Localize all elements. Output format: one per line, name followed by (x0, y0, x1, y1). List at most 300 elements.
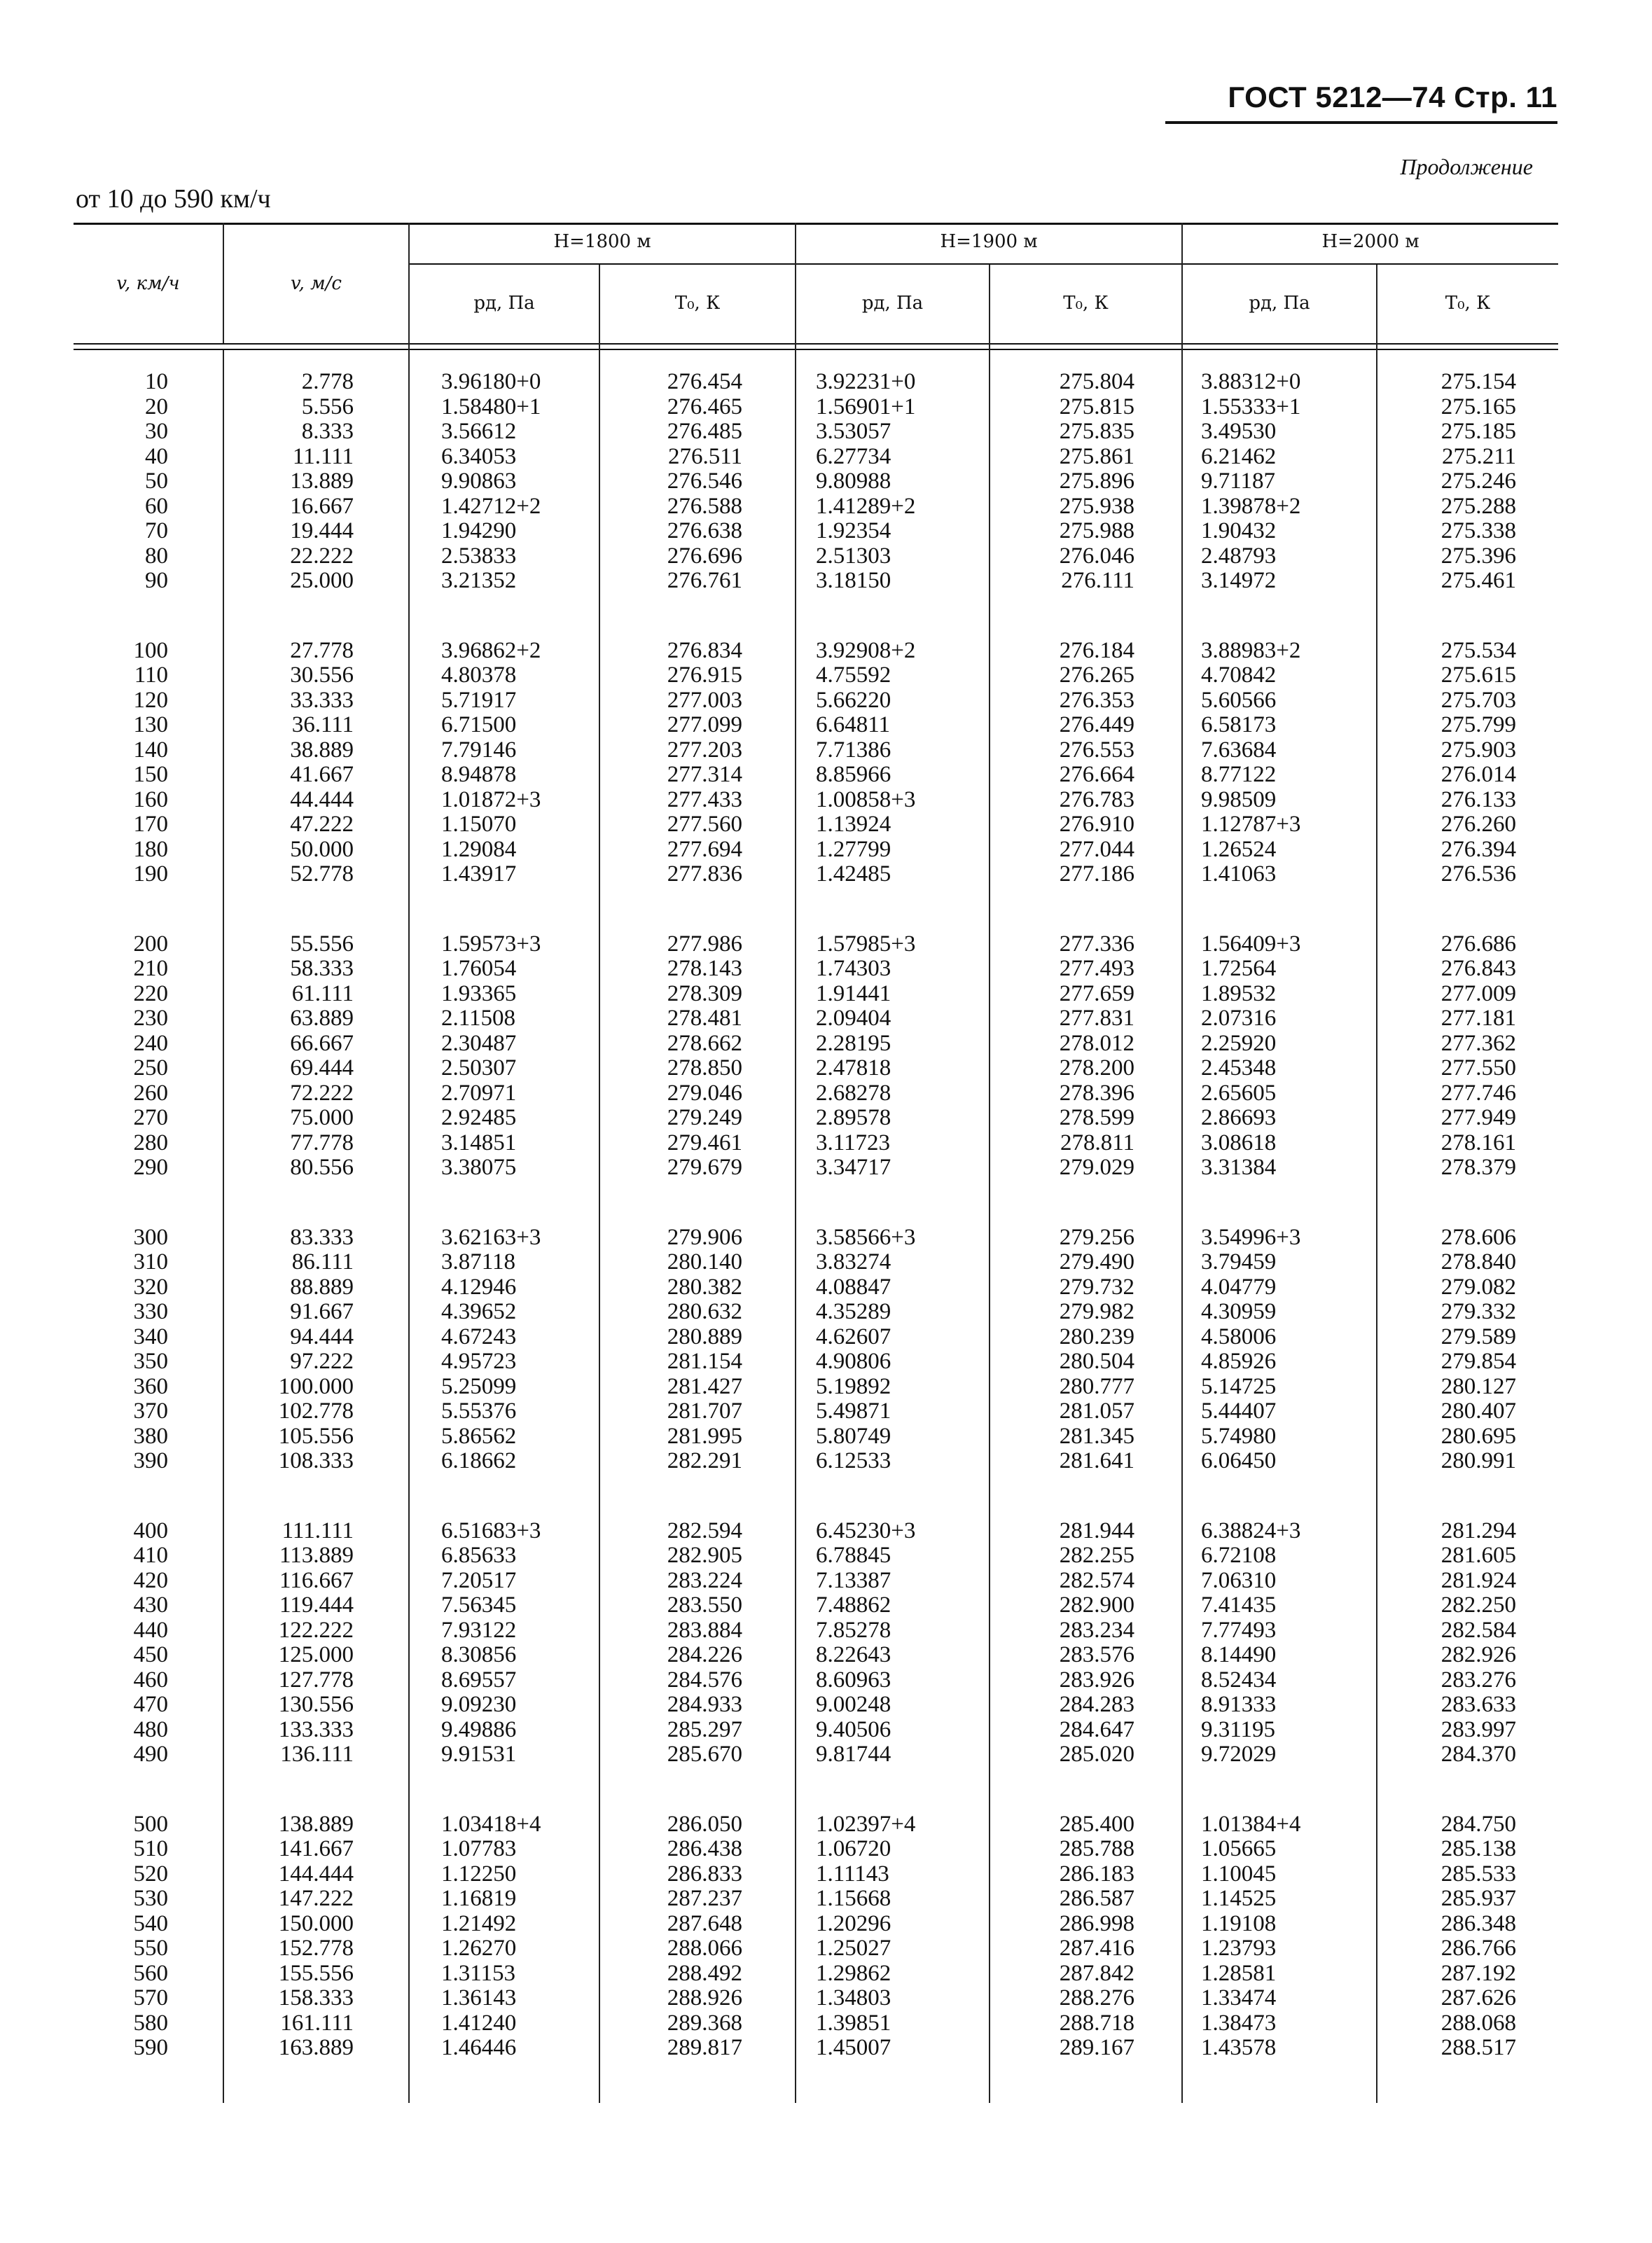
table-cell: 279.906 (667, 1224, 742, 1250)
table-cell: 5.74980 (1201, 1423, 1277, 1449)
table-cell: 283.550 (667, 1592, 742, 1618)
column-v-ms (224, 370, 354, 2106)
table-cell: 1.01872+3 (441, 786, 541, 812)
header-v-kmh: v, км/ч (116, 273, 180, 294)
table-cell: 275.861 (1059, 443, 1134, 469)
table-cell: 276.834 (667, 637, 742, 663)
table-cell: 38.889 (290, 737, 354, 763)
row-group (224, 1519, 354, 1768)
table-cell: 276.536 (1441, 861, 1516, 887)
table-cell: 1.13924 (816, 812, 891, 837)
row-group (1376, 1519, 1516, 1768)
table-cell: 278.662 (667, 1030, 742, 1056)
table-cell: 277.314 (667, 762, 742, 787)
table-cell: 285.670 (667, 1742, 742, 1767)
table-cell: 380 (133, 1423, 168, 1449)
table-cell: 8.85966 (816, 762, 891, 787)
row-group (1376, 932, 1516, 1181)
table-cell: 1.01384+4 (1201, 1811, 1301, 1837)
table-cell: 8.333 (301, 419, 354, 444)
table-cell: 270 (133, 1105, 168, 1130)
table-cell: 5.44407 (1201, 1398, 1277, 1424)
table-cell: 5.49871 (816, 1398, 891, 1424)
table-cell: 530 (133, 1886, 168, 1911)
table-cell: 7.93122 (441, 1617, 517, 1643)
table-cell: 287.192 (1441, 1960, 1516, 1986)
table-cell: 276.546 (667, 468, 742, 494)
table-cell: 276.553 (1059, 737, 1134, 763)
table-cell: 3.14972 (1201, 568, 1277, 593)
table-cell: 3.53057 (816, 419, 891, 444)
row-group (1201, 639, 1300, 887)
table-cell: 1.42712+2 (441, 493, 541, 519)
table-cell: 1.28581 (1201, 1960, 1277, 1986)
table-cell: 550 (133, 1936, 168, 1961)
table-cell: 155.556 (278, 1960, 354, 1986)
table-cell: 100.000 (278, 1373, 354, 1399)
table-cell: 278.161 (1441, 1130, 1516, 1155)
table-cell: 284.647 (1059, 1716, 1134, 1742)
table-cell: 3.96862+2 (441, 637, 541, 663)
table-cell: 91.667 (290, 1299, 354, 1324)
table-cell: 279.732 (1059, 1274, 1134, 1300)
table-cell: 470 (133, 1692, 168, 1717)
table-cell: 1.29084 (441, 836, 517, 862)
table-cell: 275.154 (1441, 369, 1516, 394)
table-cell: 278.012 (1059, 1030, 1134, 1056)
table-cell: 282.250 (1441, 1592, 1516, 1618)
table-cell: 5.71917 (441, 687, 517, 713)
table-cell: 80 (145, 543, 168, 569)
table-cell: 1.46446 (441, 2035, 517, 2060)
table-cell: 280.695 (1441, 1423, 1516, 1449)
table-cell: 50 (145, 468, 168, 494)
table-cell: 277.003 (667, 687, 742, 713)
table-cell: 3.58566+3 (816, 1224, 916, 1250)
row-group (1376, 1812, 1516, 2061)
row-group (994, 639, 1134, 887)
table-cell: 275.396 (1441, 543, 1516, 569)
table-cell: 150 (133, 762, 168, 787)
table-cell: 5.60566 (1201, 687, 1277, 713)
table-cell: 1.36143 (441, 1985, 517, 2011)
table-cell: 7.41435 (1201, 1592, 1277, 1618)
table-cell: 8.60963 (816, 1667, 891, 1693)
table-cell: 8.69557 (441, 1667, 517, 1693)
table-cell: 6.12533 (816, 1448, 891, 1473)
table-cell: 420 (133, 1567, 168, 1593)
column-pd-1900 (816, 370, 915, 2106)
table-cell: 4.58006 (1201, 1324, 1277, 1349)
table-cell: 19.444 (290, 518, 354, 543)
row-group (441, 1519, 541, 1768)
table-cell: 2.53833 (441, 543, 517, 569)
table-cell: 289.368 (667, 2010, 742, 2036)
table-cell: 2.92485 (441, 1105, 517, 1130)
table-cell: 125.000 (278, 1642, 354, 1667)
col-divider-1800 (599, 265, 600, 2103)
table-cell: 40 (145, 443, 168, 469)
table-cell: 2.89578 (816, 1105, 891, 1130)
table-cell: 1.25027 (816, 1936, 891, 1961)
table-cell: 5.80749 (816, 1423, 891, 1449)
row-group (441, 1225, 541, 1474)
table-cell: 280.991 (1441, 1448, 1516, 1473)
table-cell: 278.200 (1059, 1055, 1134, 1081)
table-cell: 7.56345 (441, 1592, 517, 1618)
table-cell: 2.28195 (816, 1030, 891, 1056)
table-cell: 3.14851 (441, 1130, 517, 1155)
table-cell: 275.835 (1059, 419, 1134, 444)
table-cell: 277.181 (1441, 1006, 1516, 1031)
table-cell: 1.10045 (1201, 1861, 1277, 1887)
table-cell: 260 (133, 1080, 168, 1106)
row-group (602, 370, 742, 594)
table-cell: 230 (133, 1006, 168, 1031)
row-group (1201, 1225, 1300, 1474)
table-cell: 110 (134, 662, 168, 688)
table-cell: 1.94290 (441, 518, 517, 543)
table-cell: 276.843 (1441, 956, 1516, 981)
table-cell: 6.34053 (441, 443, 517, 469)
table-cell: 2.48793 (1201, 543, 1277, 569)
table-cell: 276.588 (667, 493, 742, 519)
table-cell: 280.140 (667, 1249, 742, 1275)
table-cell: 276.915 (667, 662, 742, 688)
table-cell: 1.05665 (1201, 1836, 1277, 1861)
table-cell: 130.556 (278, 1692, 354, 1717)
table-cell: 410 (133, 1543, 168, 1568)
table-cell: 279.854 (1441, 1349, 1516, 1374)
table-cell: 275.903 (1441, 737, 1516, 763)
table-cell: 278.811 (1060, 1130, 1134, 1155)
table-cell: 460 (133, 1667, 168, 1693)
row-group (816, 639, 915, 887)
table-cell: 240 (133, 1030, 168, 1056)
table-cell: 9.31195 (1201, 1716, 1276, 1742)
table-cell: 284.370 (1441, 1742, 1516, 1767)
table-cell: 281.641 (1059, 1448, 1134, 1473)
table-cell: 8.30856 (441, 1642, 517, 1667)
table-cell: 277.433 (667, 786, 742, 812)
table-cell: 60 (145, 493, 168, 519)
table-cell: 50.000 (290, 836, 354, 862)
table-cell: 284.226 (667, 1642, 742, 1667)
table-cell: 122.222 (278, 1617, 354, 1643)
table-cell: 276.184 (1059, 637, 1134, 663)
table-cell: 279.029 (1059, 1155, 1134, 1180)
table-cell: 1.89532 (1201, 980, 1277, 1006)
table-cell: 55.556 (290, 931, 354, 957)
table-cell: 61.111 (291, 980, 354, 1006)
table-cell: 1.21492 (441, 1910, 517, 1936)
table-cell: 5.55376 (441, 1398, 517, 1424)
table-cell: 300 (133, 1224, 168, 1250)
row-group (994, 932, 1134, 1181)
table-cell: 277.694 (667, 836, 742, 862)
header-group-1800: H=1800 м (553, 231, 651, 252)
table-cell: 5.66220 (816, 687, 891, 713)
row-group (602, 932, 742, 1181)
table-cell: 7.77493 (1201, 1617, 1277, 1643)
table-cell: 276.910 (1059, 812, 1134, 837)
table-cell: 2.68278 (816, 1080, 891, 1106)
table-cell: 1.12787+3 (1201, 812, 1301, 837)
table-cell: 277.493 (1059, 956, 1134, 981)
data-table (74, 223, 1558, 2103)
table-cell: 281.154 (667, 1349, 742, 1374)
table-cell: 279.461 (667, 1130, 742, 1155)
table-cell: 136.111 (280, 1742, 354, 1767)
table-cell: 3.96180+0 (441, 369, 541, 394)
table-cell: 281.944 (1059, 1518, 1134, 1543)
table-cell: 6.72108 (1201, 1543, 1277, 1568)
table-cell: 7.48862 (816, 1592, 891, 1618)
table-cell: 4.30959 (1201, 1299, 1277, 1324)
header-bottom-rule-1 (74, 343, 1558, 345)
row-group (1376, 1225, 1516, 1474)
table-cell: 1.39851 (816, 2010, 891, 2036)
row-group (816, 1225, 915, 1474)
table-cell: 277.746 (1441, 1080, 1516, 1106)
table-cell: 1.02397+4 (816, 1811, 916, 1837)
table-cell: 9.90863 (441, 468, 517, 494)
table-cell: 3.31384 (1201, 1155, 1277, 1180)
table-cell: 287.416 (1059, 1936, 1134, 1961)
table-cell: 2.07316 (1201, 1006, 1277, 1031)
table-cell: 276.111 (1061, 568, 1134, 593)
table-cell: 3.83274 (816, 1249, 891, 1275)
table-cell: 275.211 (1441, 443, 1516, 469)
table-cell: 284.576 (667, 1667, 742, 1693)
table-cell: 440 (133, 1617, 168, 1643)
table-cell: 8.52434 (1201, 1667, 1277, 1693)
table-cell: 1.41063 (1201, 861, 1277, 887)
table-cell: 3.79459 (1201, 1249, 1277, 1275)
table-cell: 330 (133, 1299, 168, 1324)
header-t0-1800: T₀, К (674, 293, 721, 314)
table-cell: 279.082 (1441, 1274, 1516, 1300)
table-cell: 500 (133, 1811, 168, 1837)
table-cell: 7.71386 (816, 737, 891, 763)
table-cell: 281.924 (1441, 1567, 1516, 1593)
table-cell: 16.667 (290, 493, 354, 519)
table-cell: 277.044 (1059, 836, 1134, 862)
table-cell: 5.19892 (816, 1373, 891, 1399)
table-cell: 33.333 (290, 687, 354, 713)
table-cell: 275.988 (1059, 518, 1134, 543)
table-cell: 285.138 (1441, 1836, 1516, 1861)
table-cell: 4.67243 (441, 1324, 517, 1349)
table-cell: 127.778 (278, 1667, 354, 1693)
table-cell: 1.16819 (441, 1886, 517, 1911)
table-cell: 286.050 (667, 1811, 742, 1837)
column-t0-1900 (994, 370, 1134, 2106)
table-cell: 6.64811 (816, 712, 891, 737)
header-t0-1900: T₀, К (1063, 293, 1109, 314)
table-cell: 278.599 (1059, 1105, 1134, 1130)
table-cell: 2.51303 (816, 543, 891, 569)
table-cell: 1.56409+3 (1201, 931, 1301, 957)
table-cell: 1.74303 (816, 956, 891, 981)
row-group (74, 1519, 168, 1768)
table-cell: 5.556 (301, 394, 354, 419)
table-cell: 276.394 (1441, 836, 1516, 862)
table-cell: 200 (133, 931, 168, 957)
table-cell: 58.333 (290, 956, 354, 981)
table-cell: 276.783 (1059, 786, 1134, 812)
table-cell: 280.407 (1441, 1398, 1516, 1424)
table-cell: 3.18150 (816, 568, 891, 593)
table-cell: 281.605 (1441, 1543, 1516, 1568)
table-cell: 286.183 (1059, 1861, 1134, 1887)
table-cell: 8.22643 (816, 1642, 891, 1667)
table-cell: 120 (133, 687, 168, 713)
table-cell: 210 (133, 956, 168, 981)
table-cell: 152.778 (278, 1936, 354, 1961)
table-cell: 1.39878+2 (1201, 493, 1301, 519)
table-cell: 4.12946 (441, 1274, 517, 1300)
table-cell: 520 (133, 1861, 168, 1887)
table-cell: 288.517 (1441, 2035, 1516, 2060)
table-cell: 83.333 (290, 1224, 354, 1250)
table-cell: 4.70842 (1201, 662, 1277, 688)
table-cell: 4.04779 (1201, 1274, 1277, 1300)
header-rule (1165, 121, 1557, 124)
table-cell: 111.111 (282, 1518, 354, 1543)
table-cell: 8.14490 (1201, 1642, 1277, 1667)
table-cell: 3.49530 (1201, 419, 1277, 444)
table-cell: 1.55333+1 (1201, 394, 1301, 419)
table-cell: 5.25099 (441, 1373, 517, 1399)
row-group (816, 1812, 915, 2061)
table-cell: 27.778 (290, 637, 354, 663)
row-group (994, 370, 1134, 594)
header-bottom-rule-2 (74, 349, 1558, 350)
table-cell: 283.633 (1441, 1692, 1516, 1717)
table-cell: 86.111 (291, 1249, 354, 1275)
row-group (1201, 1519, 1300, 1768)
table-cell: 20 (145, 394, 168, 419)
col-divider-group-2000 (1181, 223, 1183, 2103)
table-cell: 2.45348 (1201, 1055, 1277, 1081)
table-cell: 1.14525 (1201, 1886, 1277, 1911)
table-cell: 2.86693 (1201, 1105, 1277, 1130)
table-cell: 279.249 (667, 1105, 742, 1130)
table-cell: 11.111 (292, 443, 354, 469)
table-cell: 276.353 (1059, 687, 1134, 713)
table-cell: 275.703 (1441, 687, 1516, 713)
table-cell: 108.333 (278, 1448, 354, 1473)
row-group (602, 639, 742, 887)
table-cell: 9.49886 (441, 1716, 517, 1742)
table-cell: 277.831 (1059, 1006, 1134, 1031)
row-group (1376, 370, 1516, 594)
table-cell: 370 (133, 1398, 168, 1424)
table-cell: 2.50307 (441, 1055, 517, 1081)
table-cell: 4.90806 (816, 1349, 891, 1374)
header-group-1900: H=1900 м (940, 231, 1038, 252)
column-pd-1800 (441, 370, 541, 2106)
table-cell: 276.260 (1441, 812, 1516, 837)
table-cell: 4.80378 (441, 662, 517, 688)
table-cell: 6.06450 (1201, 1448, 1277, 1473)
table-cell: 276.511 (667, 443, 742, 469)
table-cell: 286.587 (1059, 1886, 1134, 1911)
table-cell: 7.06310 (1201, 1567, 1277, 1593)
table-cell: 4.62607 (816, 1324, 891, 1349)
table-cell: 283.926 (1059, 1667, 1134, 1693)
column-t0-2000 (1376, 370, 1516, 2106)
table-cell: 360 (133, 1373, 168, 1399)
table-cell: 1.27799 (816, 836, 891, 862)
table-cell: 4.08847 (816, 1274, 891, 1300)
table-cell: 275.288 (1441, 493, 1516, 519)
table-cell: 287.648 (667, 1910, 742, 1936)
table-cell: 276.686 (1441, 931, 1516, 957)
table-cell: 77.778 (290, 1130, 354, 1155)
page-header-text: ГОСТ 5212—74 Стр. 11 (1228, 81, 1557, 113)
table-cell: 278.309 (667, 980, 742, 1006)
row-group (224, 1225, 354, 1474)
table-cell: 141.667 (278, 1836, 354, 1861)
table-cell: 119.444 (279, 1592, 354, 1618)
table-cell: 2.70971 (441, 1080, 517, 1106)
table-cell: 1.33474 (1201, 1985, 1277, 2011)
col-divider-group-1900 (795, 223, 796, 2103)
table-cell: 280.504 (1059, 1349, 1134, 1374)
table-cell: 287.237 (667, 1886, 742, 1911)
table-cell: 290 (133, 1155, 168, 1180)
table-cell: 163.889 (278, 2035, 354, 2060)
table-cell: 1.42485 (816, 861, 891, 887)
table-cell: 2.47818 (816, 1055, 891, 1081)
table-cell: 160 (133, 786, 168, 812)
column-pd-2000 (1201, 370, 1300, 2106)
table-cell: 3.38075 (441, 1155, 517, 1180)
table-cell: 285.400 (1059, 1811, 1134, 1837)
table-cell: 277.203 (667, 737, 742, 763)
table-cell: 1.57985+3 (816, 931, 916, 957)
continuation-note: Продолжение (1400, 154, 1533, 179)
table-cell: 283.234 (1059, 1617, 1134, 1643)
table-cell: 276.449 (1059, 712, 1134, 737)
table-cell: 161.111 (280, 2010, 354, 2036)
table-cell: 6.51683+3 (441, 1518, 541, 1543)
row-group (224, 370, 354, 594)
table-cell: 288.068 (1441, 2010, 1516, 2036)
column-v-kmh (74, 370, 168, 2106)
table-cell: 286.438 (667, 1836, 742, 1861)
row-group (74, 370, 168, 594)
table-cell: 9.09230 (441, 1692, 517, 1717)
table-cell: 570 (133, 1985, 168, 2011)
table-cell: 277.186 (1059, 861, 1134, 887)
table-cell: 1.31153 (441, 1960, 516, 1986)
row-group (994, 1812, 1134, 2061)
table-cell: 277.836 (667, 861, 742, 887)
row-group (441, 1812, 541, 2061)
table-cell: 282.255 (1059, 1543, 1134, 1568)
table-cell: 285.937 (1441, 1886, 1516, 1911)
page-header (1165, 81, 1557, 114)
table-cell: 287.842 (1059, 1960, 1134, 1986)
table-cell: 3.88312+0 (1201, 369, 1301, 394)
table-cell: 279.490 (1059, 1249, 1134, 1275)
table-cell: 288.718 (1059, 2010, 1134, 2036)
table-cell: 285.297 (667, 1716, 742, 1742)
row-group (1201, 370, 1300, 594)
